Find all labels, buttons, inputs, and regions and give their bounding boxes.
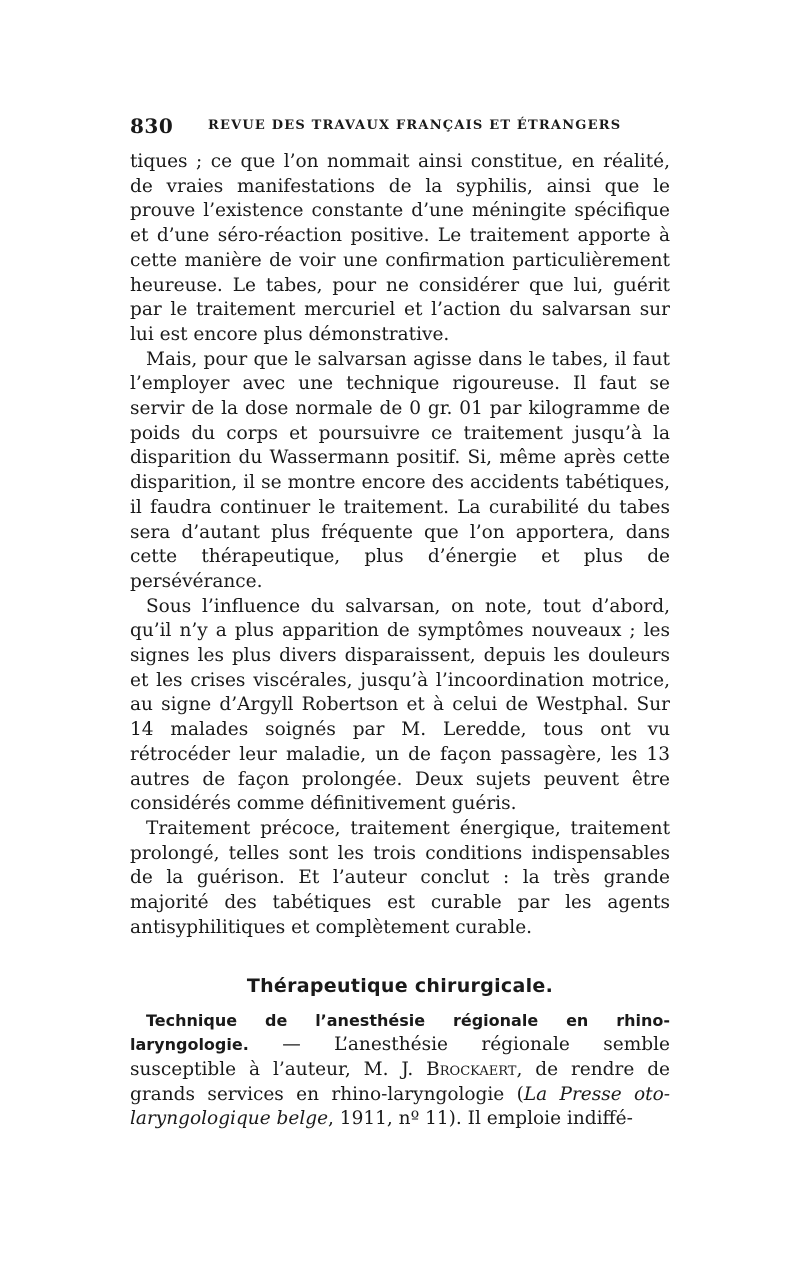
article-title: Technique de l’anesthésie régionale en rhino-laryngologie. [130,1010,670,1055]
journal-title: REVUE DES TRAVAUX FRANÇAIS ET ÉTRANGERS [208,118,622,133]
article-text-middle: , de rendre de grands services en rhino-laryngologie ( [130,1058,670,1105]
article-text-intro: L’anesthésie régionale semble susceptible à l’auteur, M. J. [130,1034,670,1080]
paragraph-salvarsan-influence: Sous l’influence du salvarsan, on note, tout d’abord, qu’il n’y a plus apparition de symptômes nouveaux ; les signes les plus divers disparaissent, depuis les douleurs et les crises viscérales, jusqu’à l’incoordination motrice, au signe d’Argyll Robertson et à celui de Westphal. Sur 14 malades soignés par M. Leredde, tous ont vu rétrocéder leur maladie, un de façon passagère, les 13 autres de façon prolongée. Deux sujets peuvent être considérés comme définitivement guéris. [130,595,670,815]
body-text [130,150,670,1132]
article-paragraph [130,1009,670,1133]
page-number: 830 [130,114,174,138]
section-heading: Thérapeutique chirurgicale. [246,974,554,997]
running-head [130,114,670,140]
author-name: Brockaert [426,1058,517,1080]
article-text-end: , 1911, nº 11). Il emploie indiffé- [328,1108,633,1130]
title-dash: — [248,1034,335,1056]
paragraph-continuation: tiques ; ce que l’on nommait ainsi constitue, en réalité, de vraies manifestations de la syphilis, ainsi que le prouve l’existence constante d’une méningite spécifique et d’une séro-réaction positive. Le traitement apporte à cette manière de voir une confirmation particulièrement heureuse. Le tabes, pour ne considérer que lui, guérit par le traitement mercuriel et l’action du salvarsan sur lui est encore plus démonstrative. [130,151,670,345]
paragraph-conclusion: Traitement précoce, traitement énergique, traitement prolongé, telles sont les trois conditions indispensables de la guérison. Et l’auteur conclut : la très grande majorité des tabétiques est curable par les agents antisyphilitiques et complètement curable. [130,817,670,938]
paragraph-salvarsan-technique: Mais, pour que le salvarsan agisse dans le tabes, il faut l’employer avec une technique rigoureuse. Il faut se servir de la dose normale de 0 gr. 01 par kilogramme de poids du corps et poursuivre ce traitement jusqu’à la disparition du Wassermann positif. Si, même après cette disparition, il se montre encore des accidents tabétiques, il faudra continuer le traitement. La curabilité du tabes sera d’autant plus fréquente que l’on apportera, dans cette thérapeutique, plus d’énergie et plus de persévérance. [130,348,670,592]
source-title: La Presse oto-laryngologique belge [130,1083,670,1130]
